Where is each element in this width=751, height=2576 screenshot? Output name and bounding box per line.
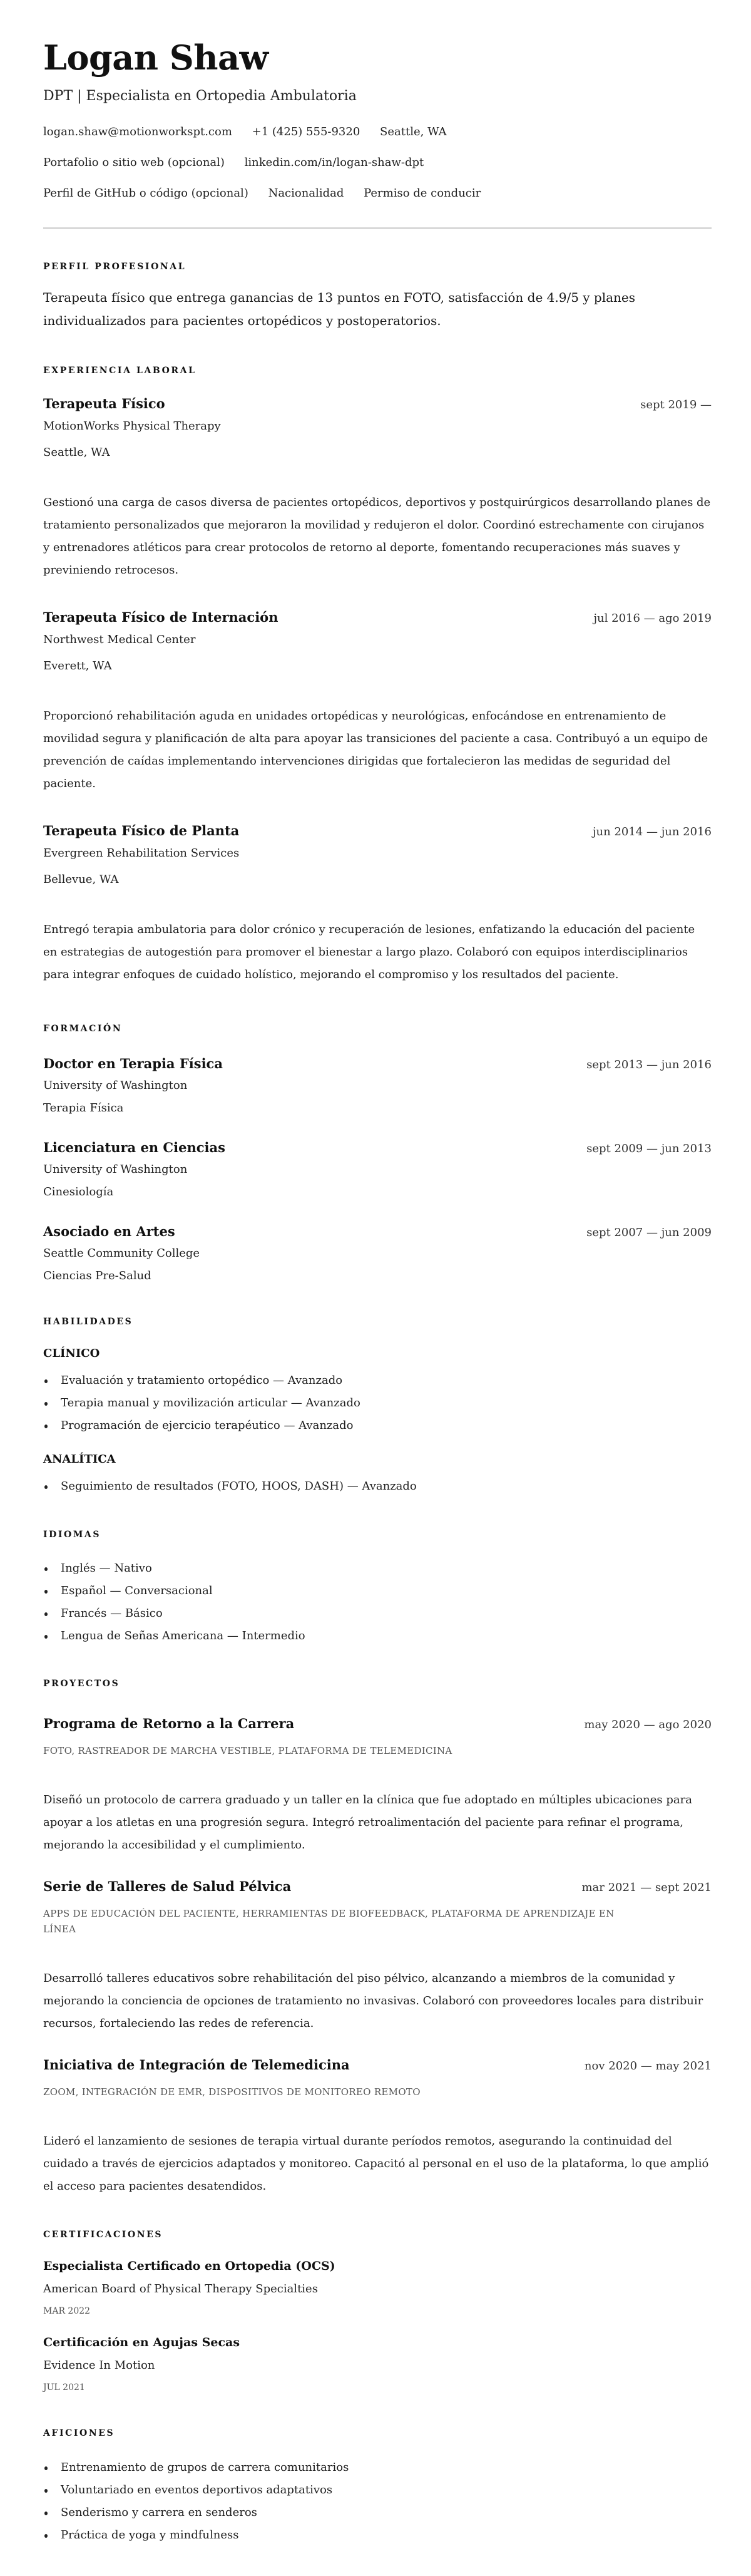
field-of-study: Terapia Física <box>43 1101 124 1115</box>
contact-row <box>43 123 712 141</box>
languages-section <box>43 1528 712 1647</box>
education-section <box>43 1023 712 1284</box>
education-entry <box>43 1139 712 1200</box>
project-title: Iniciativa de Integración de Telemedicina <box>43 2057 350 2073</box>
header-divider <box>43 227 712 229</box>
phone-number[interactable]: +1 (425) 555-9320 <box>252 125 360 138</box>
job-company: MotionWorks Physical Therapy <box>43 420 221 433</box>
experience-section <box>43 364 712 986</box>
job-entry <box>43 822 712 986</box>
nationality: Nacionalidad <box>268 187 344 200</box>
project-dates: may 2020 — ago 2020 <box>584 1718 712 1731</box>
skill-list <box>43 1369 712 1437</box>
hobby-item: Senderismo y carrera en senderos <box>43 2501 712 2524</box>
candidate-headline: DPT | Especialista en Ortopedia Ambulatoria <box>43 88 357 104</box>
summary-section <box>43 260 712 332</box>
job-title: Terapeuta Físico de Planta <box>43 823 240 838</box>
education-dates: sept 2009 — jun 2013 <box>586 1142 712 1155</box>
job-location: Bellevue, WA <box>43 873 119 886</box>
language-list <box>43 1557 712 1647</box>
hobbies-section <box>43 2427 712 2547</box>
section-heading: AFICIONES <box>43 2428 115 2438</box>
contact-row <box>43 185 712 202</box>
location: Seattle, WA <box>380 125 447 138</box>
resume-header <box>43 38 712 202</box>
section-heading: PERFIL PROFESIONAL <box>43 262 186 272</box>
job-entry <box>43 609 712 795</box>
job-company: Evergreen Rehabilitation Services <box>43 847 240 860</box>
linkedin-link[interactable]: linkedin.com/in/logan-shaw-dpt <box>244 156 424 169</box>
skill-category-title: CLÍNICO <box>43 1347 100 1360</box>
project-description: Lideró el lanzamiento de sesiones de terapia virtual durante períodos remotos, asegurando la continuidad del cuidado a través de ejercicios adaptados y monitoreo. Capacitó al personal en el uso de la plataforma, lo que amplió el acceso para pacientes desatendidos. <box>43 2135 709 2193</box>
certifications-section <box>43 2228 712 2394</box>
field-of-study: Ciencias Pre-Salud <box>43 1269 151 1282</box>
education-dates: sept 2013 — jun 2016 <box>586 1058 712 1071</box>
contact-row <box>43 154 712 172</box>
project-title: Programa de Retorno a la Carrera <box>43 1716 295 1731</box>
project-tags: FOTO, RASTREADOR DE MARCHA VESTIBLE, PLATAFORMA DE TELEMEDICINA <box>43 1745 452 1756</box>
education-entry <box>43 1223 712 1284</box>
project-description: Desarrolló talleres educativos sobre rehabilitación del piso pélvico, alcanzando a miembros de la comunidad y mejorando la conciencia de opciones de tratamiento no invasivas. Colaboró con proveedores locales para distribuir recursos, fortaleciendo las redes de referencia. <box>43 1972 703 2030</box>
job-dates: jul 2016 — ago 2019 <box>593 612 712 625</box>
skill-item: Evaluación y tratamiento ortopédico — Avanzado <box>43 1369 712 1392</box>
section-heading: HABILIDADES <box>43 1317 133 1327</box>
school-name: Seattle Community College <box>43 1247 200 1260</box>
language-item: Español — Conversacional <box>43 1580 712 1602</box>
projects-section <box>43 1677 712 2198</box>
degree-title: Licenciatura en Ciencias <box>43 1140 225 1155</box>
portfolio-link[interactable]: Portafolio o sitio web (opcional) <box>43 156 225 169</box>
driving-license: Permiso de conducir <box>364 187 481 200</box>
certification-title: Especialista Certificado en Ortopedia (OCS) <box>43 2259 335 2273</box>
summary-text: Terapeuta físico que entrega ganancias de 13 puntos en FOTO, satisfacción de 4.9/5 y planes individualizados para pacientes ortopédicos y postoperatorios. <box>43 290 636 328</box>
job-entry <box>43 395 712 582</box>
section-heading: FORMACIÓN <box>43 1024 123 1034</box>
degree-title: Doctor en Terapia Física <box>43 1056 223 1071</box>
job-title: Terapeuta Físico <box>43 396 165 411</box>
certification-issuer: Evidence In Motion <box>43 2359 155 2372</box>
skill-list <box>43 1475 712 1498</box>
section-heading: EXPERIENCIA LABORAL <box>43 366 197 376</box>
hobby-item: Práctica de yoga y mindfulness <box>43 2524 712 2547</box>
certification-title: Certificación en Agujas Secas <box>43 2336 240 2349</box>
field-of-study: Cinesiología <box>43 1185 114 1198</box>
language-item: Francés — Básico <box>43 1602 712 1625</box>
project-tags: APPS DE EDUCACIÓN DEL PACIENTE, HERRAMIENTAS DE BIOFEEDBACK, PLATAFORMA DE APRENDIZAJE EN LÍNEA <box>43 1908 615 1935</box>
project-tags: ZOOM, INTEGRACIÓN DE EMR, DISPOSITIVOS DE MONITOREO REMOTO <box>43 2086 421 2098</box>
skill-item: Programación de ejercicio terapéutico — Avanzado <box>43 1414 712 1437</box>
project-entry <box>43 1715 712 1857</box>
hobby-item: Voluntariado en eventos deportivos adaptativos <box>43 2479 712 2501</box>
project-entry <box>43 1878 712 2035</box>
certification-entry <box>43 2258 712 2317</box>
job-location: Everett, WA <box>43 659 112 672</box>
section-heading: IDIOMAS <box>43 1530 101 1540</box>
project-description: Diseñó un protocolo de carrera graduado y un taller en la clínica que fue adoptado en múltiples ubicaciones para apoyar a los atletas en una progresión segura. Integró retroalimentación del paciente para refinar el programa, mejorando la accesibilidad y el cumplimiento. <box>43 1793 692 1852</box>
skill-item: Seguimiento de resultados (FOTO, HOOS, DASH) — Avanzado <box>43 1475 712 1498</box>
school-name: University of Washington <box>43 1079 188 1092</box>
job-description: Gestionó una carga de casos diversa de pacientes ortopédicos, deportivos y postquirúrgicos desarrollando planes de tratamiento personalizados que mejoraron la movilidad y redujeron el dolor. Coordinó estrechamente con cirujanos y entrenadores atléticos para crear protocolos de retorno al deporte, fomentando recuperaciones más suaves y previniendo retrocesos. <box>43 496 711 577</box>
certification-issuer: American Board of Physical Therapy Specialties <box>43 2282 318 2295</box>
project-title: Serie de Talleres de Salud Pélvica <box>43 1878 292 1894</box>
section-heading: CERTIFICACIONES <box>43 2230 163 2240</box>
school-name: University of Washington <box>43 1163 188 1176</box>
job-description: Entregó terapia ambulatoria para dolor crónico y recuperación de lesiones, enfatizando la educación del paciente en estrategias de autogestión para promover el bienestar a largo plazo. Colaboró con equipos interdisciplinarios para integrar enfoques de cuidado holístico, mejorando el compromiso y los resultados del paciente. <box>43 923 695 981</box>
job-dates: sept 2019 — <box>640 398 712 411</box>
github-link[interactable]: Perfil de GitHub o código (opcional) <box>43 187 248 200</box>
project-dates: nov 2020 — may 2021 <box>584 2059 712 2073</box>
hobby-list <box>43 2456 712 2547</box>
project-dates: mar 2021 — sept 2021 <box>581 1881 712 1894</box>
skill-item: Terapia manual y movilización articular — Avanzado <box>43 1392 712 1414</box>
hobby-item: Entrenamiento de grupos de carrera comunitarios <box>43 2456 712 2479</box>
project-entry <box>43 2056 712 2198</box>
certification-entry <box>43 2334 712 2394</box>
email-link[interactable]: logan.shaw@motionworkspt.com <box>43 125 232 138</box>
degree-title: Asociado en Artes <box>43 1224 175 1239</box>
language-item: Inglés — Nativo <box>43 1557 712 1580</box>
skill-category-title: ANALÍTICA <box>43 1453 116 1466</box>
job-location: Seattle, WA <box>43 446 110 459</box>
education-entry <box>43 1055 712 1116</box>
candidate-name: Logan Shaw <box>43 38 268 78</box>
section-heading: PROYECTOS <box>43 1679 120 1689</box>
education-dates: sept 2007 — jun 2009 <box>586 1226 712 1239</box>
job-title: Terapeuta Físico de Internación <box>43 609 278 625</box>
job-description: Proporcionó rehabilitación aguda en unidades ortopédicas y neurológicas, enfocándose en entrenamiento de movilidad segura y planificación de alta para apoyar las transiciones del paciente a casa. Contribuyó a un equipo de prevención de caídas implementando intervenciones dirigidas que fortalecieron las medidas de seguridad del paciente. <box>43 709 708 790</box>
language-item: Lengua de Señas Americana — Intermedio <box>43 1625 712 1647</box>
skills-section <box>43 1316 712 1498</box>
job-company: Northwest Medical Center <box>43 633 196 646</box>
certification-date: JUL 2021 <box>43 2383 85 2393</box>
job-dates: jun 2014 — jun 2016 <box>592 825 712 838</box>
certification-date: MAR 2022 <box>43 2306 91 2316</box>
